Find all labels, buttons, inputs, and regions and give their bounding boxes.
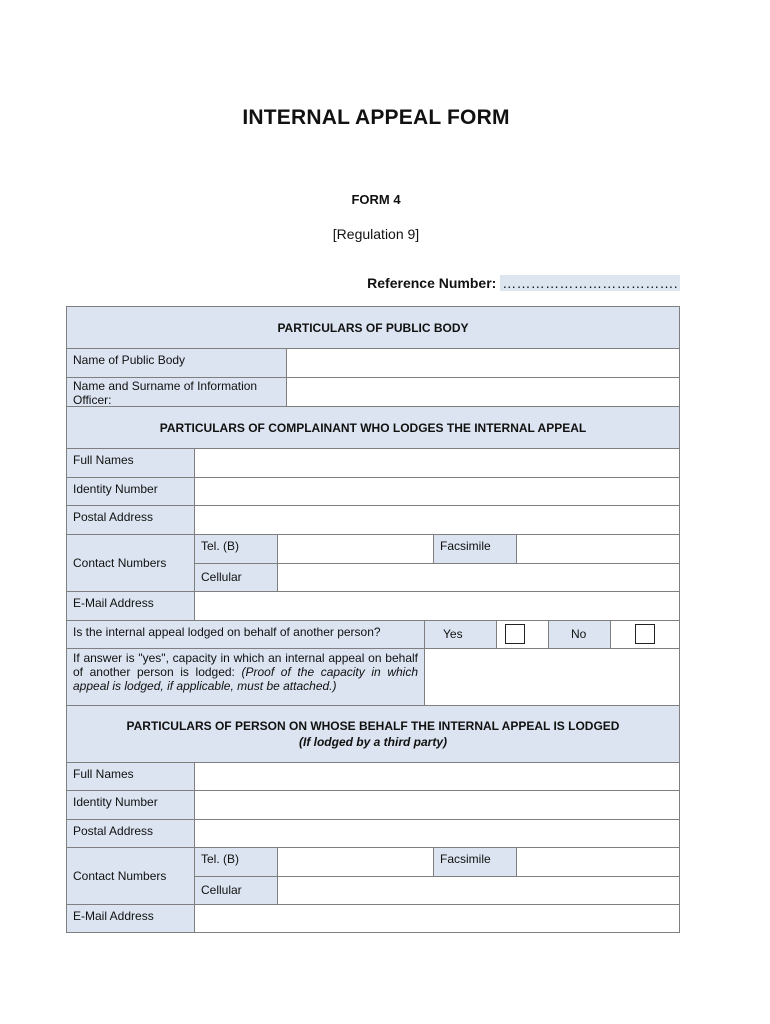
capacity-text: If answer is "yes", capacity in which an internal appeal on behalf of another person is lodged: xyxy=(73,651,418,679)
form-title: INTERNAL APPEAL FORM xyxy=(242,106,510,129)
section-header-complainant: PARTICULARS OF COMPLAINANT WHO LODGES THE INTERNAL APPEAL xyxy=(67,407,679,449)
complainant-full-names-label: Full Names xyxy=(67,449,195,478)
third-party-email-input[interactable] xyxy=(195,905,679,932)
yes-checkbox[interactable] xyxy=(505,624,525,644)
reference-number-field[interactable]: ………………………………. xyxy=(502,275,678,291)
third-party-facsimile-label: Facsimile xyxy=(434,848,517,877)
third-party-identity-number-label: Identity Number xyxy=(67,791,195,820)
appeal-form-table xyxy=(66,306,680,933)
no-checkbox[interactable] xyxy=(635,624,655,644)
form-number: FORM 4 xyxy=(351,192,401,207)
third-party-full-names-input[interactable] xyxy=(195,763,679,791)
capacity-input[interactable] xyxy=(425,649,679,706)
information-officer-input[interactable] xyxy=(287,378,679,407)
complainant-tel-label: Tel. (B) xyxy=(195,535,278,564)
section-header-public-body: PARTICULARS OF PUBLIC BODY xyxy=(67,307,679,349)
no-label: No xyxy=(549,621,611,649)
complainant-facsimile-label: Facsimile xyxy=(434,535,517,564)
complainant-tel-input[interactable] xyxy=(278,535,434,564)
third-party-cellular-input[interactable] xyxy=(278,877,679,905)
no-checkbox-cell[interactable] xyxy=(611,621,679,649)
public-body-name-label: Name of Public Body xyxy=(67,349,287,378)
complainant-identity-number-input[interactable] xyxy=(195,478,679,506)
third-party-subheader: (If lodged by a third party) xyxy=(298,735,447,749)
yes-label: Yes xyxy=(425,621,497,649)
third-party-facsimile-input[interactable] xyxy=(517,848,679,877)
reference-number xyxy=(367,275,680,291)
section-header-third-party xyxy=(67,706,679,763)
third-party-cellular-label: Cellular xyxy=(195,877,278,905)
third-party-identity-number-input[interactable] xyxy=(195,791,679,820)
information-officer-label: Name and Surname of Information Officer: xyxy=(67,378,287,407)
third-party-tel-input[interactable] xyxy=(278,848,434,877)
third-party-tel-label: Tel. (B) xyxy=(195,848,278,877)
complainant-identity-number-label: Identity Number xyxy=(67,478,195,506)
regulation-reference: [Regulation 9] xyxy=(332,226,420,242)
behalf-question-label: Is the internal appeal lodged on behalf of another person? xyxy=(67,621,425,649)
complainant-cellular-label: Cellular xyxy=(195,564,278,592)
third-party-contact-numbers-label: Contact Numbers xyxy=(67,848,195,905)
complainant-postal-address-input[interactable] xyxy=(195,506,679,535)
complainant-facsimile-input[interactable] xyxy=(517,535,679,564)
third-party-postal-address-input[interactable] xyxy=(195,820,679,848)
capacity-label xyxy=(67,649,425,706)
complainant-email-label: E-Mail Address xyxy=(67,592,195,621)
complainant-full-names-input[interactable] xyxy=(195,449,679,478)
third-party-full-names-label: Full Names xyxy=(67,763,195,791)
complainant-email-input[interactable] xyxy=(195,592,679,621)
reference-number-label: Reference Number: xyxy=(367,275,497,291)
public-body-name-input[interactable] xyxy=(287,349,679,378)
capacity-proof-note: (Proof of the capacity in which appeal is lodged, if applicable, must be attached.) xyxy=(73,665,418,693)
complainant-cellular-input[interactable] xyxy=(278,564,679,592)
third-party-email-label: E-Mail Address xyxy=(67,905,195,932)
third-party-header: PARTICULARS OF PERSON ON WHOSE BEHALF THE INTERNAL APPEAL IS LODGED xyxy=(126,719,620,733)
complainant-postal-address-label: Postal Address xyxy=(67,506,195,535)
third-party-postal-address-label: Postal Address xyxy=(67,820,195,848)
yes-checkbox-cell[interactable] xyxy=(497,621,549,649)
complainant-contact-numbers-label: Contact Numbers xyxy=(67,535,195,592)
